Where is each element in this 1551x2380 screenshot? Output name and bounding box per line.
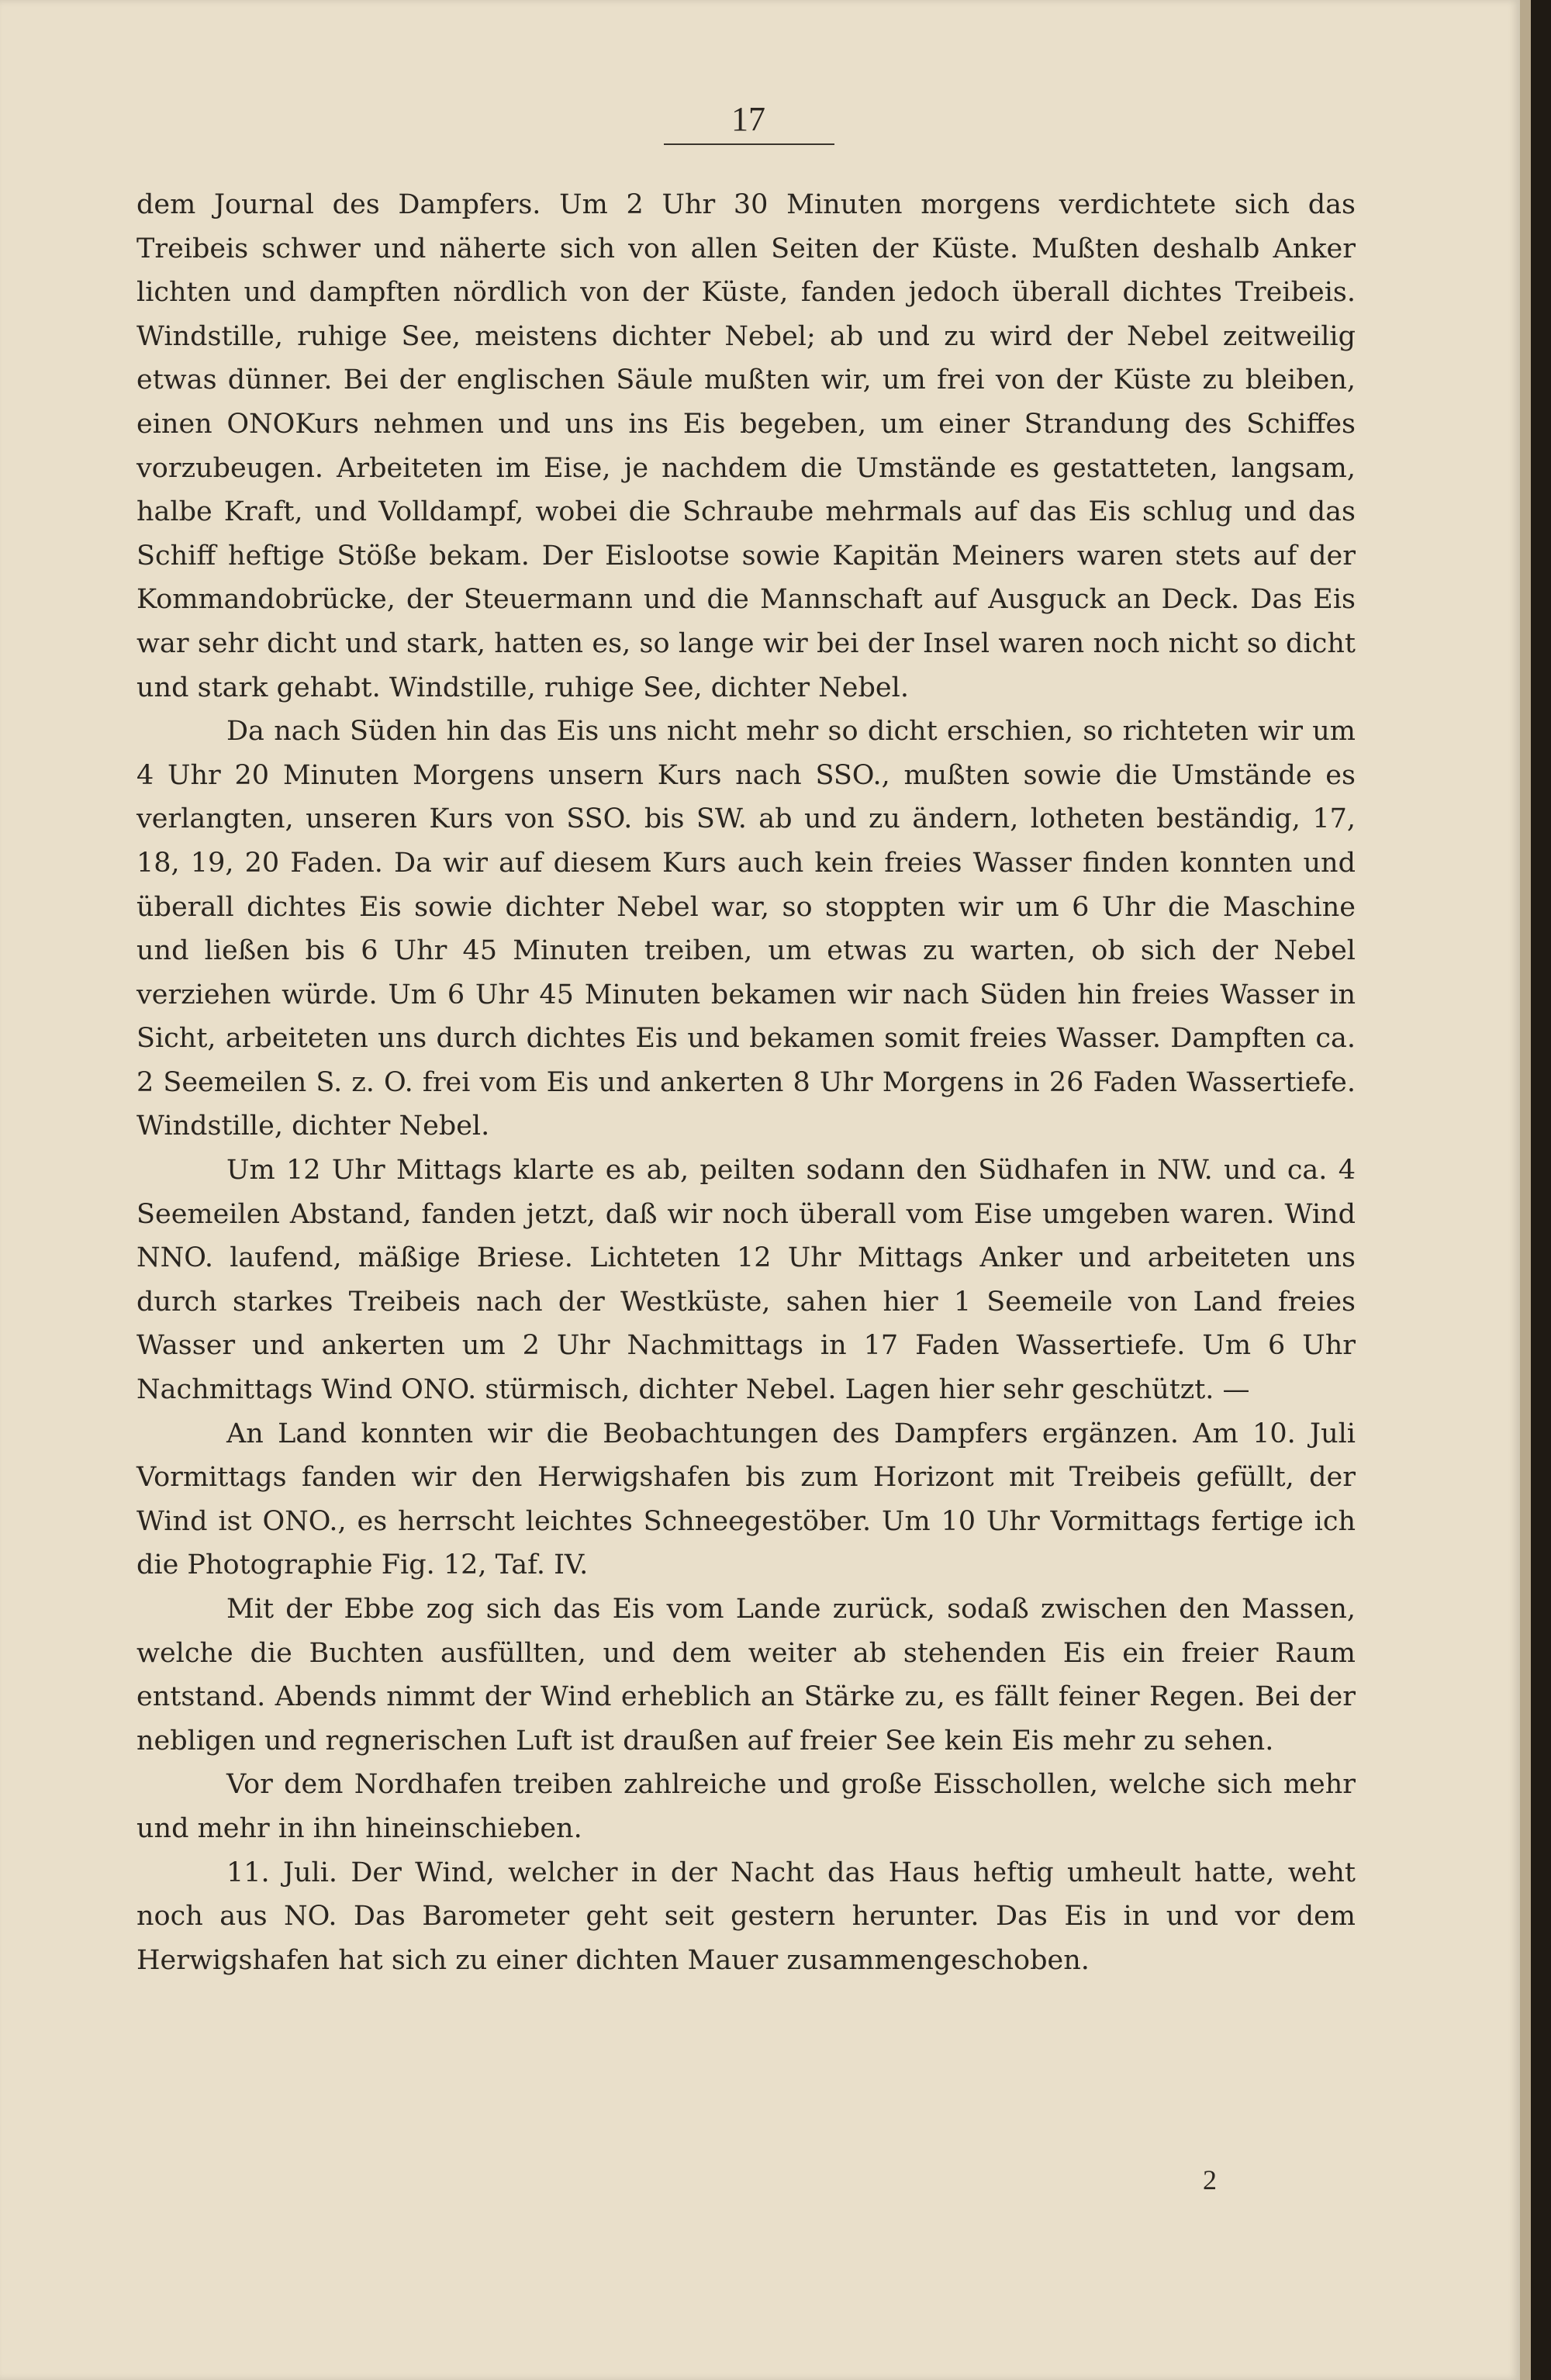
page-number: 17 (731, 100, 765, 138)
signature-mark: 2 (1203, 2164, 1217, 2195)
paragraph-noon-clearing: Um 12 Uhr Mittags klarte es ab, peilten sodann den Südhafen in NW. und ca. 4 Seemeilen Abstand, fanden jetzt, daß wir noch überall vom Eise umgeben waren. Wind NNO. laufend, mäßige Briese. Lichteten 12 Uhr Mittags Anker und arbeiteten uns durch starkes Treibeis nach der Westküste, sahen hier 1 Seemeile von Land freies Wasser und ankerten um 2 Uhr Nachmittags in 17 Faden Wassertiefe. Um 6 Uhr Nachmittags Wind ONO. stürmisch, dichter Nebel. Lagen hier sehr geschützt. — (136, 1155, 1356, 1406)
scan-dark-edge (1531, 0, 1551, 2380)
page-edge-strip (1520, 0, 1531, 2380)
paragraph-ebb-tide: Mit der Ebbe zog sich das Eis vom Lande zurück, sodaß zwischen den Massen, welche die Buchten ausfüllten, und dem weiter ab stehenden Eis ein freier Raum entstand. Abends nimmt der Wind erheblich an Stärke zu, es fällt feiner Regen. Bei der nebligen und regnerischen Luft ist draußen auf freier See kein Eis mehr zu sehen. (136, 1594, 1356, 1757)
body-text (136, 183, 1356, 1982)
paragraph-land-observations: An Land konnten wir die Beobachtungen des Dampfers ergänzen. Am 10. Juli Vormittags fanden wir den Herwigshafen bis zum Horizont mit Treibeis gefüllt, der Wind ist ONO., es herrscht leichtes Schneegestöber. Um 10 Uhr Vormittags fertige ich die Photographie Fig. 12, Taf. IV. (136, 1418, 1356, 1581)
paragraph-course-south: Da nach Süden hin das Eis uns nicht mehr so dicht erschien, so richteten wir um 4 Uhr 20 Minuten Morgens unsern Kurs nach SSO., mußten sowie die Umstände es verlangten, unseren Kurs von SSO. bis SW. ab und zu ändern, lotheten beständig, 17, 18, 19, 20 Faden. Da wir auf diesem Kurs auch kein freies Wasser finden konnten und überall dichtes Eis sowie dichter Nebel war, so stoppten wir um 6 Uhr die Maschine und ließen bis 6 Uhr 45 Minuten treiben, um etwas zu warten, ob sich der Nebel verziehen würde. Um 6 Uhr 45 Minuten bekamen wir nach Süden hin freies Wasser in Sicht, arbeiteten uns durch dichtes Eis und bekamen somit freies Wasser. Dampften ca. 2 Seemeilen S. z. O. frei vom Eis und ankerten 8 Uhr Morgens in 26 Faden Wassertiefe. Windstille, dichter Nebel. (136, 716, 1356, 1142)
page-number-rule (664, 143, 834, 145)
paragraph-july-11: 11. Juli. Der Wind, welcher in der Nacht das Haus heftig umheult hatte, weht noch aus NO. Das Barometer geht seit gestern herunter. Das Eis in und vor dem Herwigshafen hat sich zu einer dichten Mauer zusammengeschoben. (136, 1857, 1356, 1976)
paragraph-journal-entry: dem Journal des Dampfers. Um 2 Uhr 30 Minuten morgens verdichtete sich das Treibeis schwer und näherte sich von allen Seiten der Küste. Mußten deshalb Anker lichten und dampften nördlich von der Küste, fanden jedoch überall dichtes Treibeis. Windstille, ruhige See, meistens dichter Nebel; ab und zu wird der Nebel zeitweilig etwas dünner. Bei der englischen Säule mußten wir, um frei von der Küste zu bleiben, einen ONOKurs nehmen und uns ins Eis begeben, um einer Strandung des Schiffes vorzubeugen. Arbeiteten im Eise, je nachdem die Umstände es gestatteten, langsam, halbe Kraft, und Volldampf, wobei die Schraube mehrmals auf das Eis schlug und das Schiff heftige Stöße bekam. Der Eislootse sowie Kapitän Meiners waren stets auf der Kommandobrücke, der Steuermann und die Mannschaft auf Ausguck an Deck. Das Eis war sehr dicht und stark, hatten es, so lange wir bei der Insel waren noch nicht so dicht und stark gehabt. Windstille, ruhige See, dichter Nebel. (136, 189, 1356, 703)
paragraph-north-harbour: Vor dem Nordhafen treiben zahlreiche und große Eisschollen, welche sich mehr und mehr in ihn hineinschieben. (136, 1769, 1356, 1844)
